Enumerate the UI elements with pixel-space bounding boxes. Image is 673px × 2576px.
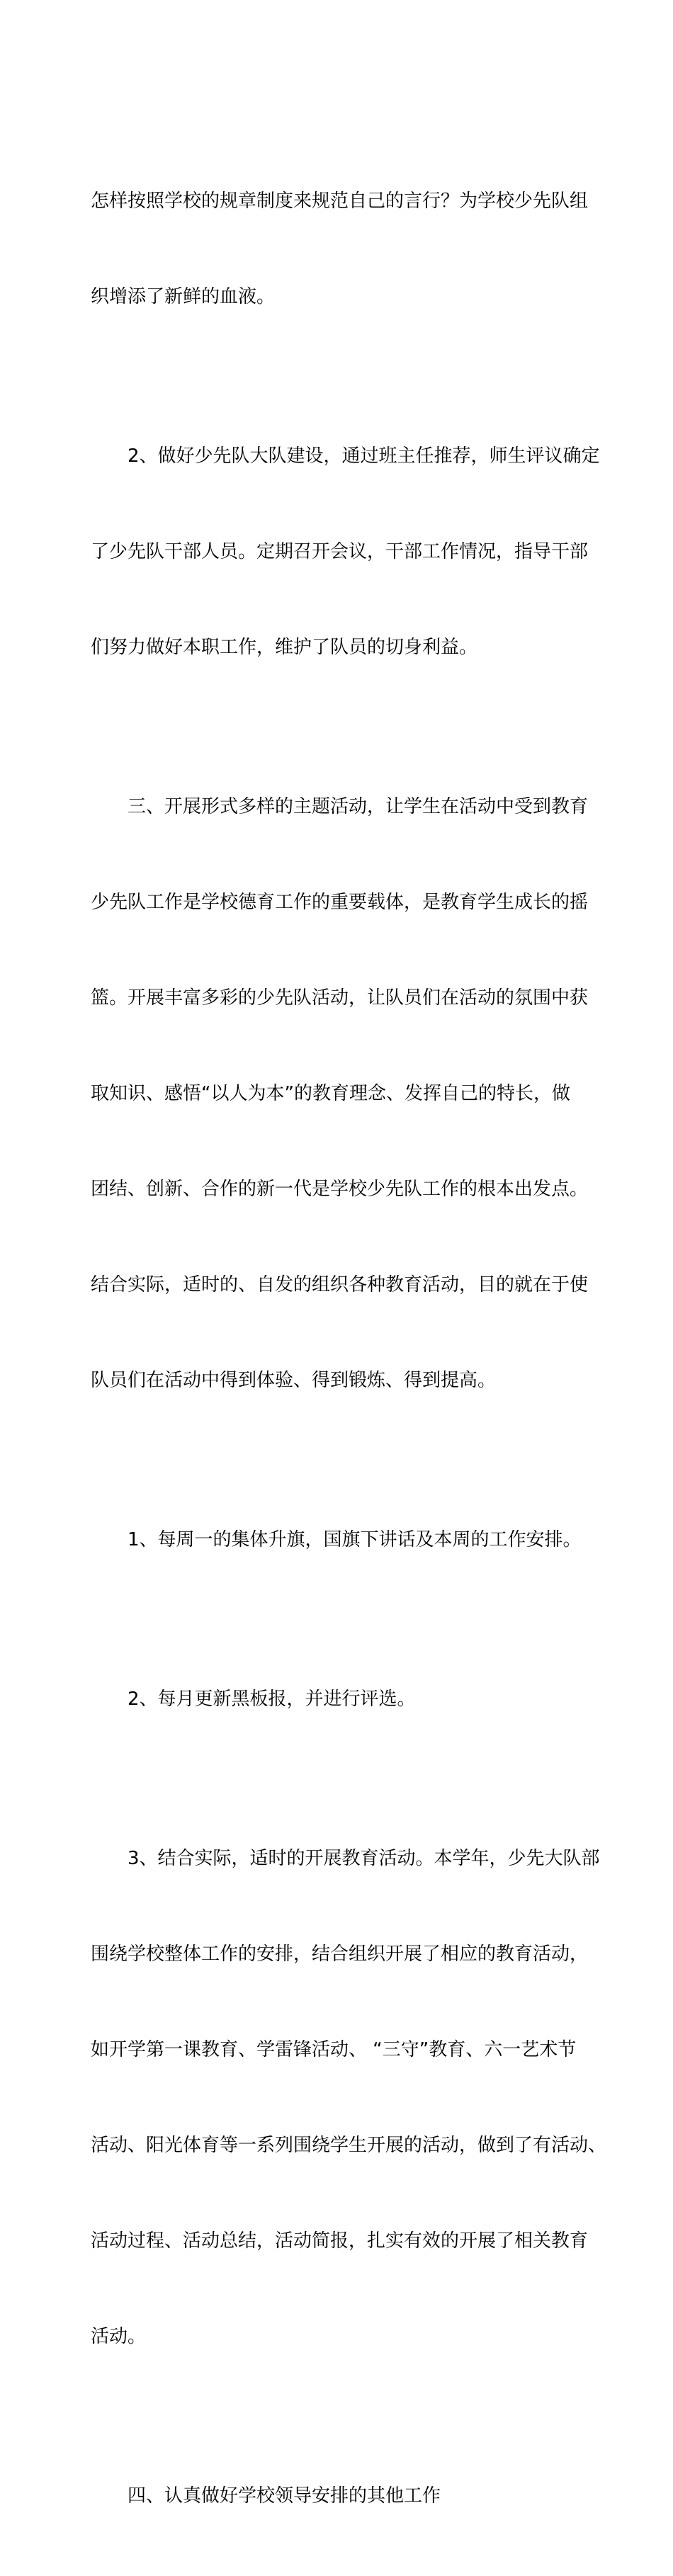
- list-item-line: 2、每月更新黑板报，并进行评选。: [128, 1689, 416, 1710]
- text-line: 2、做好少先队大队建设，通过班主任推荐，师生评议确定: [128, 446, 600, 467]
- document-body: [91, 122, 607, 2576]
- text-line: 篮。开展丰富多彩的少先队活动，让队员们在活动的氛围中获: [91, 987, 589, 1009]
- paragraph-1: [91, 122, 595, 377]
- section-heading-line: 四、认真做好学校领导安排的其他工作: [128, 2485, 441, 2507]
- paragraph-5: [91, 1620, 595, 1779]
- text-line: 队员们在活动中得到体验、得到锻炼、得到提高。: [91, 1370, 497, 1391]
- paragraph-4: [91, 1460, 595, 1620]
- text-line: 取知识、感悟“以人为本”的教育理念、发挥自己的特长，做: [91, 1083, 570, 1104]
- paragraph-2: [91, 377, 600, 727]
- text-line: 团结、创新、合作的新一代是学校少先队工作的根本出发点。: [91, 1179, 589, 1200]
- text-line: 活动、阳光体育等一系列围绕学生开展的活动，做到了有活动、: [91, 2135, 607, 2156]
- paragraph-6: [91, 1779, 607, 2417]
- text-line: 结合实际，适时的、自发的组织各种教育活动，目的就在于使: [91, 1274, 589, 1295]
- list-item-line: 1、每周一的集体升旗，国旗下讲话及本周的工作安排。: [128, 1529, 582, 1550]
- text-line: 们努力做好本职工作，维护了队员的切身利益。: [91, 637, 478, 658]
- list-item-line: 3、结合实际，适时的开展教育活动。本学年，少先大队部: [128, 1848, 600, 1869]
- text-line: 活动。: [91, 2326, 147, 2347]
- text-line: 围绕学校整体工作的安排，结合组织开展了相应的教育活动，: [91, 1944, 589, 1965]
- text-line: 活动过程、活动总结，活动简报，扎实有效的开展了相关教育: [91, 2230, 589, 2252]
- text-line: 织增添了新鲜的血液。: [91, 286, 276, 307]
- text-line: 怎样按照学校的规章制度来规范自己的言行？为学校少先队组: [91, 191, 589, 212]
- paragraph-3: [91, 727, 595, 1460]
- text-line: 如开学第一课教育、学雷锋活动、 “三守”教育、六一艺术节: [91, 2039, 577, 2060]
- paragraph-7: [91, 2417, 595, 2576]
- section-heading-line: 三、开展形式多样的主题活动，让学生在活动中受到教育: [128, 796, 589, 817]
- text-line: 了少先队干部人员。定期召开会议，干部工作情况，指导干部: [91, 541, 589, 562]
- text-line: 少先队工作是学校德育工作的重要载体，是教育学生成长的摇: [91, 892, 589, 913]
